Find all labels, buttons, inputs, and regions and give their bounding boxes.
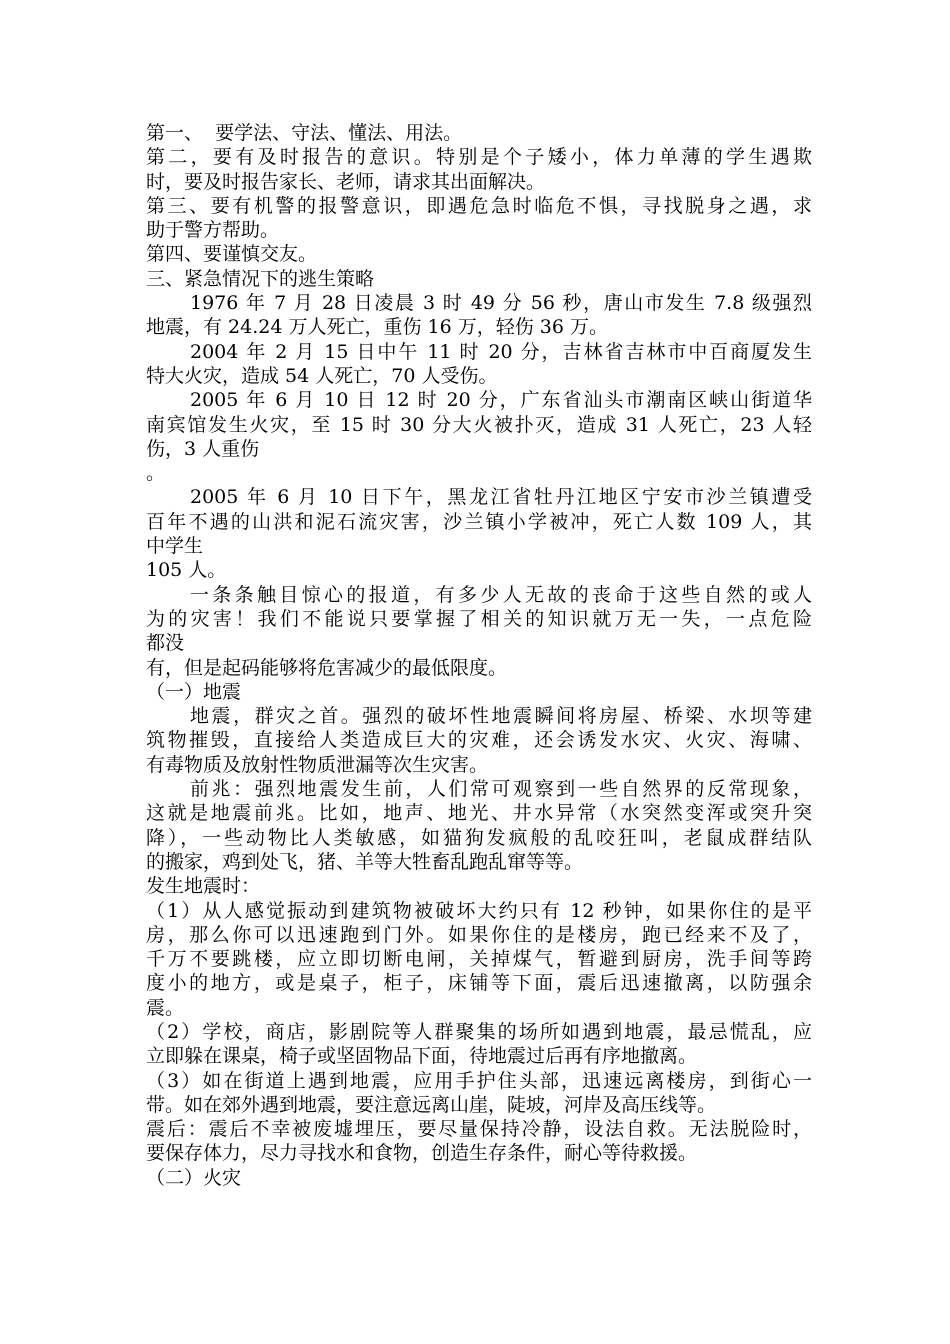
text-line: 地震，有 24.24 万人死亡，重伤 16 万，轻伤 36 万。 [146,316,608,339]
text-line: 有，但是起码能够将危害减少的最低限度。 [146,656,508,679]
text-line: 第四、要谨慎交友。 [146,243,318,266]
text-line: 2005 年 6 月 10 日下午，黑龙江省牡丹江地区宁安市沙兰镇遭受 [190,486,812,509]
text-line: （3）如在街道上遇到地震，应用手护住头部，迅速远离楼房，到街心一 [146,1069,812,1092]
text-line: 中学生 [146,535,204,558]
text-line: 。 [146,462,166,485]
document-page [146,121,812,1190]
text-line: 震后：震后不幸被废墟埋压，要尽量保持冷静，设法自救。无法脱险时， [146,1118,812,1141]
text-line: 105 人。 [146,559,227,582]
text-line: 筑物摧毁，直接给人类造成巨大的灾难，还会诱发水灾、火灾、海啸、 [146,729,812,752]
text-line: 都没 [146,632,185,655]
text-line: 带。如在郊外遇到地震，要注意远离山崖，陡坡，河岸及高压线等。 [146,1093,717,1116]
text-line: 2005 年 6 月 10 日 12 时 20 分，广东省汕头市潮南区峡山街道华 [190,389,812,412]
text-line: （一）地震 [146,680,242,703]
text-line: 时，要及时报告家长、老师，请求其出面解决。 [146,170,546,193]
text-line: 房，那么你可以迅速跑到门外。如果你住的是楼房，跑已经来不及了， [146,923,812,946]
text-line: 百年不遇的山洪和泥石流灾害，沙兰镇小学被冲，死亡人数 109 人，其 [146,510,812,533]
text-line: 降），一些动物比人类敏感，如猫狗发疯般的乱咬狂叫，老鼠成群结队 [146,826,812,849]
text-line: 南宾馆发生火灾，至 15 时 30 分大火被扑灭，造成 31 人死亡，23 人轻 [146,413,812,436]
text-line: （2）学校，商店，影剧院等人群聚集的场所如遇到地震，最忌慌乱，应 [146,1020,812,1043]
text-line: 发生地震时： [146,875,261,898]
text-line: 第三、要有机警的报警意识，即遇危急时临危不惧，寻找脱身之遇，求 [146,194,812,217]
text-line: 伤，3 人重伤 [146,437,260,460]
text-line: 立即躲在课桌，椅子或坚固物品下面，待地震过后再有序地撤离。 [146,1045,698,1068]
text-line: 助于警方帮助。 [146,219,280,242]
text-line: 为的灾害！我们不能说只要掌握了相关的知识就万无一失，一点危险 [146,607,812,630]
text-line: （1）从人感觉振动到建筑物被破坏大约只有 12 秒钟，如果你住的是平 [146,899,812,922]
text-line: 有毒物质及放射性物质泄漏等次生灾害。 [146,753,489,776]
text-line: 前兆：强烈地震发生前，人们常可观察到一些自然界的反常现象， [190,778,812,801]
text-line: 地震，群灾之首。强烈的破坏性地震瞬间将房屋、桥梁、水坝等建 [190,705,812,728]
text-line: （二）火灾 [146,1166,242,1189]
text-line: 千万不要跳楼，应立即切断电闸，关掉煤气，暂避到厨房，洗手间等跨 [146,948,812,971]
text-line: 1976 年 7 月 28 日凌晨 3 时 49 分 56 秒，唐山市发生 7.8 级强烈 [190,292,812,315]
text-line: 的搬家，鸡到处飞，猪、羊等大牲畜乱跑乱窜等等。 [146,850,584,873]
text-line: 第二，要有及时报告的意识。特别是个子矮小，体力单薄的学生遇欺 [146,146,812,169]
text-line: 这就是地震前兆。比如，地声、地光、井水异常（水突然变浑或突升突 [146,802,812,825]
text-line: 要保存体力，尽力寻找水和食物，创造生存条件，耐心等待救援。 [146,1142,698,1165]
text-line: 度小的地方，或是桌子，柜子，床铺等下面，震后迅速撤离，以防强余 [146,972,812,995]
text-line: 第一、 要学法、守法、懂法、用法。 [146,122,463,144]
text-line: 一条条触目惊心的报道，有多少人无故的丧命于这些自然的或人 [190,583,812,606]
text-line: 2004 年 2 月 15 日中午 11 时 20 分，吉林省吉林市中百商厦发生 [190,340,812,363]
text-line: 震。 [146,996,185,1019]
text-line: 三、紧急情况下的逃生策略 [146,267,375,290]
text-line: 特大火灾，造成 54 人死亡，70 人受伤。 [146,364,498,387]
